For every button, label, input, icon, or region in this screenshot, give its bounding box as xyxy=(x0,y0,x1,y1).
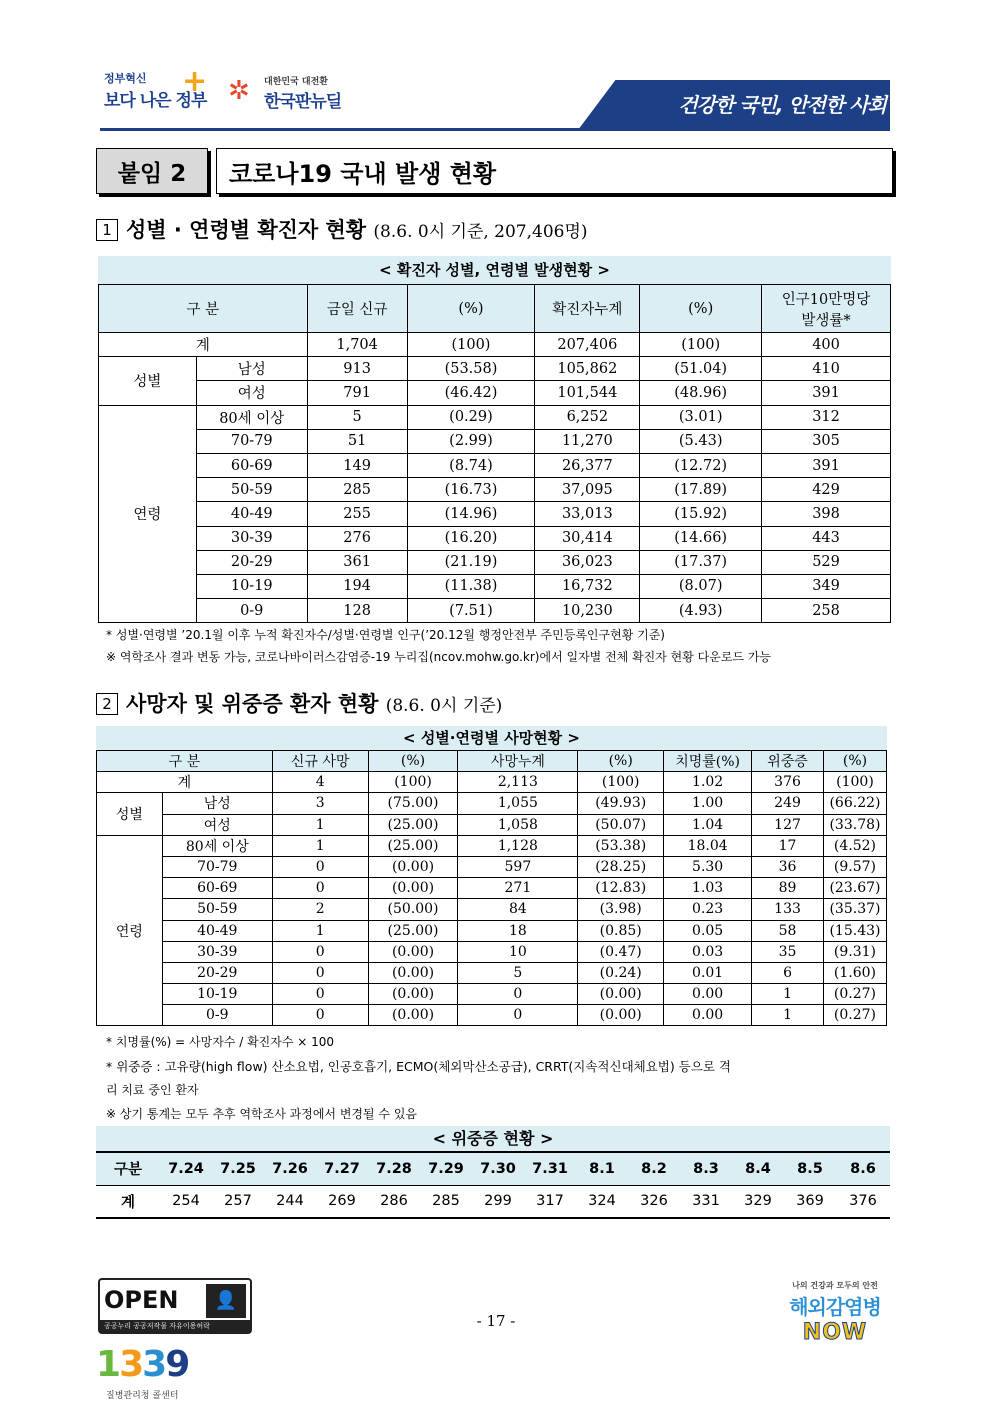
cell: 남성 xyxy=(196,357,307,381)
cell: 0.01 xyxy=(664,962,752,983)
cell: (8.74) xyxy=(407,453,535,477)
cell: 1 xyxy=(752,1005,824,1026)
cell: 26,377 xyxy=(535,453,640,477)
value-cell: 285 xyxy=(420,1185,472,1218)
cell: (5.43) xyxy=(640,429,762,453)
cell: 여성 xyxy=(162,814,272,835)
table-row xyxy=(99,357,891,381)
cell: (4.52) xyxy=(823,835,886,856)
cell: 70-79 xyxy=(162,856,272,877)
cell: (14.96) xyxy=(407,502,535,526)
cell: (0.00) xyxy=(368,941,458,962)
title-text: 코로나19 국내 발생 현황 xyxy=(216,148,893,194)
cell: 10 xyxy=(458,941,578,962)
cell: (0.47) xyxy=(578,941,664,962)
cell: 312 xyxy=(762,405,891,429)
value-cell: 269 xyxy=(316,1185,368,1218)
value-cell: 324 xyxy=(576,1185,628,1218)
cell: 391 xyxy=(762,453,891,477)
cell: 207,406 xyxy=(535,333,640,357)
section1-number: 1 xyxy=(96,219,118,241)
cell: (0.00) xyxy=(368,878,458,899)
cell: (0.27) xyxy=(823,984,886,1005)
cell: (0.00) xyxy=(368,962,458,983)
cell: (46.42) xyxy=(407,381,535,405)
cell: 30,414 xyxy=(535,526,640,550)
cell: 0 xyxy=(458,1005,578,1026)
cell: 6 xyxy=(752,962,824,983)
cell: (50.00) xyxy=(368,899,458,920)
gov-logo-small: 정부혁신 xyxy=(104,72,147,85)
date-cell: 7.28 xyxy=(368,1152,420,1185)
cell: 0.00 xyxy=(664,1005,752,1026)
cell: (7.51) xyxy=(407,599,535,623)
cell: (4.93) xyxy=(640,599,762,623)
logo-digit: 9 xyxy=(165,1344,189,1385)
cell: 10,230 xyxy=(535,599,640,623)
table2-gender-label: 성별 xyxy=(97,793,163,835)
confirmed-cases-table xyxy=(98,284,891,623)
cell: 791 xyxy=(307,381,407,405)
cell: 133 xyxy=(752,899,824,920)
cell: 1.02 xyxy=(664,772,752,793)
cell: 529 xyxy=(762,550,891,574)
travel-word1: 해외감염병 xyxy=(789,1295,881,1319)
table3-row1-label: 구분 xyxy=(96,1152,160,1185)
logo-digit: 1 xyxy=(96,1344,120,1385)
value-cell: 331 xyxy=(680,1185,732,1218)
table2-footnote1: * 치명률(%) = 사망자수 / 확진자수 × 100 xyxy=(106,1035,335,1049)
cell: 58 xyxy=(752,920,824,941)
plus-icon: + xyxy=(182,64,208,99)
date-cell: 8.2 xyxy=(628,1152,680,1185)
cell: 17 xyxy=(752,835,824,856)
table-row xyxy=(97,856,887,877)
cell: 11,270 xyxy=(535,429,640,453)
severe-cases-table xyxy=(96,1151,890,1219)
table1-header-pct2: (%) xyxy=(640,285,762,333)
cell: 84 xyxy=(458,899,578,920)
section2-heading xyxy=(96,688,502,718)
cell: 6,252 xyxy=(535,405,640,429)
cell: 16,732 xyxy=(535,574,640,598)
cell: (51.04) xyxy=(640,357,762,381)
cell: (25.00) xyxy=(368,920,458,941)
cell: 0-9 xyxy=(162,1005,272,1026)
cell: 0.00 xyxy=(664,984,752,1005)
cell: 2,113 xyxy=(458,772,578,793)
cell: (53.38) xyxy=(578,835,664,856)
gov-innovation-logo xyxy=(104,64,208,111)
cell: (8.07) xyxy=(640,574,762,598)
cell: (0.27) xyxy=(823,1005,886,1026)
table2-footnote3: ※ 상기 통계는 모두 추후 역학조사 과정에서 변경될 수 있음 xyxy=(106,1107,418,1121)
table-row xyxy=(97,772,887,793)
cell: (100) xyxy=(640,333,762,357)
table-row xyxy=(99,478,891,502)
cell: 0.23 xyxy=(664,899,752,920)
cell: 249 xyxy=(752,793,824,814)
cell: (0.00) xyxy=(578,984,664,1005)
table-row xyxy=(99,574,891,598)
cell: 80세 이상 xyxy=(162,835,272,856)
cell: 1,055 xyxy=(458,793,578,814)
cell: 5 xyxy=(458,962,578,983)
cell: (50.07) xyxy=(578,814,664,835)
table-row xyxy=(97,962,887,983)
cell: (0.24) xyxy=(578,962,664,983)
cell: 410 xyxy=(762,357,891,381)
table-row xyxy=(99,453,891,477)
page-title xyxy=(96,148,894,196)
cell: (100) xyxy=(578,772,664,793)
cell: 0 xyxy=(272,941,368,962)
cell: (33.78) xyxy=(823,814,886,835)
travel-word2: NOW xyxy=(802,1320,868,1345)
cell: 1 xyxy=(272,920,368,941)
table-row xyxy=(99,333,891,357)
section1-note: (8.6. 0시 기준, 207,406명) xyxy=(373,222,588,242)
cell: 5.30 xyxy=(664,856,752,877)
cell: 128 xyxy=(307,599,407,623)
table1-header-pct1: (%) xyxy=(407,285,535,333)
table2-header-new-death: 신규 사망 xyxy=(272,751,368,772)
deaths-table xyxy=(96,750,887,1026)
header-divider xyxy=(100,128,890,131)
table-row xyxy=(99,405,891,429)
cell: 36 xyxy=(752,856,824,877)
value-cell: 329 xyxy=(732,1185,784,1218)
table2-header-cum-death: 사망누계 xyxy=(458,751,578,772)
cell: (9.57) xyxy=(823,856,886,877)
cell: 37,095 xyxy=(535,478,640,502)
table-row xyxy=(99,381,891,405)
cell: (14.66) xyxy=(640,526,762,550)
section2-title: 사망자 및 위중증 환자 현황 xyxy=(126,692,379,716)
page-header xyxy=(100,62,890,134)
cell: 285 xyxy=(307,478,407,502)
travel-small: 나의 건강과 모두의 안전 xyxy=(792,1281,878,1290)
cell: (16.73) xyxy=(407,478,535,502)
cell: 258 xyxy=(762,599,891,623)
cell: 남성 xyxy=(162,793,272,814)
table1-gender-label: 성별 xyxy=(99,357,197,405)
cell: 0 xyxy=(272,1005,368,1026)
cell: (66.22) xyxy=(823,793,886,814)
table2-header-pct1: (%) xyxy=(368,751,458,772)
table1-header-cumulative: 확진자누계 xyxy=(535,285,640,333)
date-cell: 7.31 xyxy=(524,1152,576,1185)
cell: 18 xyxy=(458,920,578,941)
cell: 105,862 xyxy=(535,357,640,381)
cell: (0.00) xyxy=(578,1005,664,1026)
cell: 30-39 xyxy=(196,526,307,550)
cell: (21.19) xyxy=(407,550,535,574)
table-row xyxy=(97,878,887,899)
date-cell: 7.24 xyxy=(160,1152,212,1185)
table-row xyxy=(97,984,887,1005)
date-cell: 7.25 xyxy=(212,1152,264,1185)
overseas-infection-logo xyxy=(774,1280,896,1345)
cell: (0.29) xyxy=(407,405,535,429)
table2-header-pct2: (%) xyxy=(578,751,664,772)
cell: 51 xyxy=(307,429,407,453)
open-license-logo xyxy=(98,1278,252,1334)
table1-footnote2: ※ 역학조사 결과 변동 가능, 코로나바이러스감염증-19 누리집(ncov.mohw.go.kr)에서 일자별 전체 확진자 현황 다운로드 가능 xyxy=(106,650,772,664)
cell: (3.01) xyxy=(640,405,762,429)
logo-digit: 3 xyxy=(142,1344,166,1385)
table-row xyxy=(99,429,891,453)
table2-header-fatality: 치명률(%) xyxy=(664,751,752,772)
cell: 20-29 xyxy=(196,550,307,574)
cell: 70-79 xyxy=(196,429,307,453)
cell: 276 xyxy=(307,526,407,550)
cell: 597 xyxy=(458,856,578,877)
cell: 913 xyxy=(307,357,407,381)
table1-header-category: 구 분 xyxy=(99,285,308,333)
cell: 255 xyxy=(307,502,407,526)
table3-row2-label: 계 xyxy=(96,1185,160,1218)
cell: (17.37) xyxy=(640,550,762,574)
date-cell: 8.6 xyxy=(836,1152,890,1185)
cell: 35 xyxy=(752,941,824,962)
table2-age-label: 연령 xyxy=(97,835,163,1026)
value-cell: 376 xyxy=(836,1185,890,1218)
cell: 101,544 xyxy=(535,381,640,405)
gov-logo-big: 보다 나은 정부 xyxy=(104,91,207,111)
cell: 429 xyxy=(762,478,891,502)
cell: 1,128 xyxy=(458,835,578,856)
section2-number: 2 xyxy=(96,693,118,715)
cell: (23.67) xyxy=(823,878,886,899)
cell: 40-49 xyxy=(196,502,307,526)
table-row xyxy=(97,899,887,920)
cell: 361 xyxy=(307,550,407,574)
cell: 3 xyxy=(272,793,368,814)
date-cell: 8.3 xyxy=(680,1152,732,1185)
cell: 33,013 xyxy=(535,502,640,526)
table1-total-label: 계 xyxy=(99,333,308,357)
cell: 50-59 xyxy=(196,478,307,502)
table1-age-label: 연령 xyxy=(99,405,197,623)
new-deal-big: 한국판뉴딜 xyxy=(264,92,342,112)
cell: (15.43) xyxy=(823,920,886,941)
cell: (48.96) xyxy=(640,381,762,405)
table-row xyxy=(97,814,887,835)
table2-header-row xyxy=(97,751,887,772)
table2-caption: < 성별·연령별 사망현황 > xyxy=(96,726,887,750)
cell: (0.00) xyxy=(368,1005,458,1026)
cell: 0-9 xyxy=(196,599,307,623)
date-cell: 7.26 xyxy=(264,1152,316,1185)
value-cell: 254 xyxy=(160,1185,212,1218)
table-row xyxy=(97,941,887,962)
cell: (12.72) xyxy=(640,453,762,477)
table3-caption: < 위중증 현황 > xyxy=(96,1126,890,1151)
cell: 0 xyxy=(272,984,368,1005)
value-cell: 326 xyxy=(628,1185,680,1218)
date-cell: 7.27 xyxy=(316,1152,368,1185)
table-row xyxy=(99,502,891,526)
cell: 30-39 xyxy=(162,941,272,962)
cell: (49.93) xyxy=(578,793,664,814)
cell: 18.04 xyxy=(664,835,752,856)
cell: 149 xyxy=(307,453,407,477)
table2-footnote2a: * 위중증 : 고유량(high flow) 산소요법, 인공호흡기, ECMO(체외막산소공급), CRRT(지속적신대체요법) 등으로 격 xyxy=(106,1059,731,1074)
slogan-text: 건강한 국민, 안전한 사회 xyxy=(678,93,886,117)
star-burst-icon: ✲ xyxy=(228,76,250,106)
cell: 여성 xyxy=(196,381,307,405)
cell: 376 xyxy=(752,772,824,793)
callcenter-subtitle: 질병관리청 콜센터 xyxy=(106,1391,179,1401)
table2-header-severe: 위중증 xyxy=(752,751,824,772)
value-cell: 257 xyxy=(212,1185,264,1218)
cell: 60-69 xyxy=(162,878,272,899)
cell: 305 xyxy=(762,429,891,453)
cell: (0.85) xyxy=(578,920,664,941)
table3-value-row xyxy=(96,1185,890,1218)
date-cell: 7.29 xyxy=(420,1152,472,1185)
date-cell: 8.4 xyxy=(732,1152,784,1185)
cell: 1.04 xyxy=(664,814,752,835)
date-cell: 7.30 xyxy=(472,1152,524,1185)
value-cell: 286 xyxy=(368,1185,420,1218)
cell: (28.25) xyxy=(578,856,664,877)
cell: (17.89) xyxy=(640,478,762,502)
cell: 391 xyxy=(762,381,891,405)
cell: 0 xyxy=(272,878,368,899)
cell: 1,058 xyxy=(458,814,578,835)
cell: 0.05 xyxy=(664,920,752,941)
cell: (25.00) xyxy=(368,835,458,856)
cell: (2.99) xyxy=(407,429,535,453)
date-cell: 8.5 xyxy=(784,1152,836,1185)
value-cell: 369 xyxy=(784,1185,836,1218)
cell: (16.20) xyxy=(407,526,535,550)
table-row xyxy=(97,920,887,941)
open-strip: 공공누리 공공저작물 자유이용허락 xyxy=(100,1320,250,1332)
cell: 20-29 xyxy=(162,962,272,983)
table2-total-label: 계 xyxy=(97,772,273,793)
table-row xyxy=(97,1005,887,1026)
table1-footnote1: * 성별·연령별 ’20.1월 이후 누적 확진자수/성별·연령별 인구(’20.12월 행정안전부 주민등록인구현황 기준) xyxy=(106,628,665,642)
value-cell: 244 xyxy=(264,1185,316,1218)
table-row xyxy=(97,793,887,814)
cell: 443 xyxy=(762,526,891,550)
new-deal-small: 대한민국 대전환 xyxy=(264,77,328,87)
person-icon: 👤 xyxy=(206,1284,246,1318)
cell: (1.60) xyxy=(823,962,886,983)
cell: 5 xyxy=(307,405,407,429)
cell: (100) xyxy=(368,772,458,793)
logo-digit: 3 xyxy=(119,1344,143,1385)
cell: 10-19 xyxy=(162,984,272,1005)
date-cell: 8.1 xyxy=(576,1152,628,1185)
table1-header-rate-line1: 인구10만명당 xyxy=(781,291,871,308)
table1-header-row xyxy=(99,285,891,333)
value-cell: 317 xyxy=(524,1185,576,1218)
cell: (15.92) xyxy=(640,502,762,526)
table-row xyxy=(97,835,887,856)
table-row xyxy=(99,526,891,550)
cell: 1 xyxy=(752,984,824,1005)
cell: (35.37) xyxy=(823,899,886,920)
open-word: OPEN xyxy=(104,1286,179,1314)
table-row xyxy=(99,599,891,623)
section1-heading xyxy=(96,214,588,244)
table1-caption: < 확진자 성별, 연령별 발생현황 > xyxy=(98,256,891,284)
cell: 60-69 xyxy=(196,453,307,477)
table-row xyxy=(99,550,891,574)
cell: 1 xyxy=(272,814,368,835)
cell: (12.83) xyxy=(578,878,664,899)
cell: 50-59 xyxy=(162,899,272,920)
cell: 1 xyxy=(272,835,368,856)
value-cell: 299 xyxy=(472,1185,524,1218)
cell: 0 xyxy=(272,962,368,983)
cell: (9.31) xyxy=(823,941,886,962)
cell: (100) xyxy=(823,772,886,793)
title-tag: 붙임 2 xyxy=(96,148,208,194)
cell: 271 xyxy=(458,878,578,899)
table3-date-row xyxy=(96,1152,890,1185)
page-number: - 17 - xyxy=(476,1312,516,1330)
cell: (3.98) xyxy=(578,899,664,920)
cell: 194 xyxy=(307,574,407,598)
cell: (25.00) xyxy=(368,814,458,835)
cell: 80세 이상 xyxy=(196,405,307,429)
cell: (0.00) xyxy=(368,984,458,1005)
cell: (75.00) xyxy=(368,793,458,814)
cell: 398 xyxy=(762,502,891,526)
cell: 2 xyxy=(272,899,368,920)
cell: (100) xyxy=(407,333,535,357)
cell: (53.58) xyxy=(407,357,535,381)
kdca-callcenter-logo xyxy=(96,1344,206,1385)
cell: (11.38) xyxy=(407,574,535,598)
table2-header-category: 구 분 xyxy=(97,751,273,772)
cell: 1.03 xyxy=(664,878,752,899)
cell: 0 xyxy=(458,984,578,1005)
table1-header-new: 금일 신규 xyxy=(307,285,407,333)
cell: 89 xyxy=(752,878,824,899)
cell: 127 xyxy=(752,814,824,835)
table1-header-rate-line2: 발생률* xyxy=(801,312,851,329)
section1-title: 성별 · 연령별 확진자 현황 xyxy=(126,218,367,242)
table2-header-pct3: (%) xyxy=(823,751,886,772)
cell: 4 xyxy=(272,772,368,793)
cell: (0.00) xyxy=(368,856,458,877)
cell: 1,704 xyxy=(307,333,407,357)
cell: 36,023 xyxy=(535,550,640,574)
cell: 10-19 xyxy=(196,574,307,598)
cell: 40-49 xyxy=(162,920,272,941)
table2-footnote2b: 리 치료 중인 환자 xyxy=(106,1083,199,1097)
cell: 400 xyxy=(762,333,891,357)
cell: 1.00 xyxy=(664,793,752,814)
table1-header-rate xyxy=(762,285,891,333)
cell: 0 xyxy=(272,856,368,877)
cell: 0.03 xyxy=(664,941,752,962)
section2-note: (8.6. 0시 기준) xyxy=(385,696,503,716)
cell: 349 xyxy=(762,574,891,598)
